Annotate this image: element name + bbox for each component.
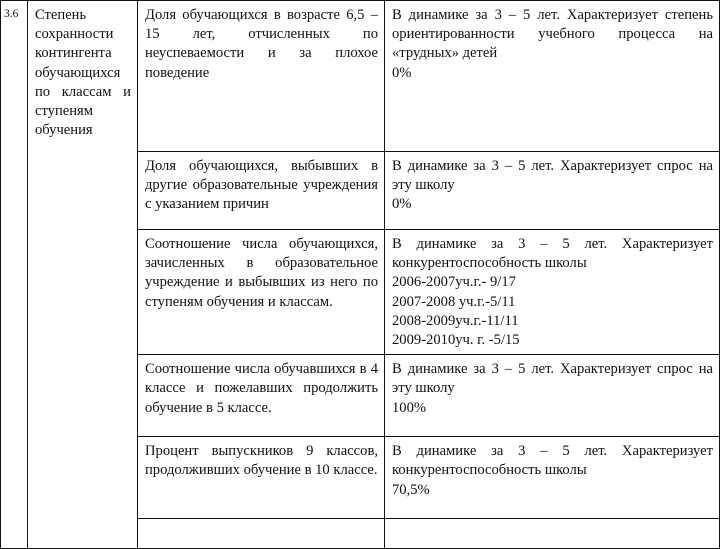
empty-cell: [138, 519, 385, 549]
description-text: В динамике за 3 – 5 лет. Характеризует спрос на эту школу: [392, 158, 713, 194]
row-number-cell: [1, 1, 28, 549]
description-cell: [385, 152, 720, 230]
description-cell: [385, 437, 720, 519]
row-number: 3.6: [4, 8, 19, 20]
indicator-text: Доля обучающихся, выбывших в другие образовательные учреждения с указанием причин: [145, 158, 378, 213]
description-text: В динамике за 3 – 5 лет. Характеризует степень ориентированности учебного процесса на «трудных» детей: [392, 7, 713, 62]
parameter-text: Степень сохранности контингента обучающихся по классам и ступеням обучения: [35, 7, 131, 139]
value-text: 2008-2009уч.г.-11/11: [392, 312, 519, 329]
description-text: В динамике за 3 – 5 лет. Характеризует конкурентоспособность школы: [392, 236, 713, 272]
description-cell: [385, 1, 720, 152]
description-cell: [385, 355, 720, 437]
indicator-cell: [138, 355, 385, 437]
value-text: 70,5%: [392, 481, 430, 498]
parameter-cell: [28, 1, 138, 549]
empty-cell: [385, 519, 720, 549]
indicator-cell: [138, 230, 385, 355]
value-text: 2006-2007уч.г.- 9/17: [392, 274, 516, 291]
value-text: 2007-2008 уч.г.-5/11: [392, 293, 516, 310]
indicator-text: Соотношение числа обучающихся, зачисленных в образовательное учреждение и выбывших из него по ступеням обучения и классам.: [145, 236, 378, 310]
value-text: 100%: [392, 399, 427, 416]
value-text: 2009-2010уч. г. -5/15: [392, 332, 520, 349]
indicator-cell: [138, 1, 385, 152]
indicator-cell: [138, 152, 385, 230]
value-text: 0%: [392, 196, 412, 213]
description-text: В динамике за 3 – 5 лет. Характеризует спрос на эту школу: [392, 361, 713, 397]
table-row: [1, 1, 720, 152]
indicator-cell: [138, 437, 385, 519]
value-text: 0%: [392, 64, 412, 81]
indicator-text: Доля обучающихся в возрасте 6,5 – 15 лет, отчисленных по неуспеваемости и за плохое поведение: [145, 7, 378, 81]
indicator-text: Процент выпускников 9 классов, продолживших обучение в 10 классе.: [145, 443, 378, 479]
description-cell: [385, 230, 720, 355]
description-text: В динамике за 3 – 5 лет. Характеризует конкурентоспособность школы: [392, 443, 713, 479]
indicator-text: Соотношение числа обучавшихся в 4 классе и пожелавших продолжить обучение в 5 классе.: [145, 361, 378, 416]
